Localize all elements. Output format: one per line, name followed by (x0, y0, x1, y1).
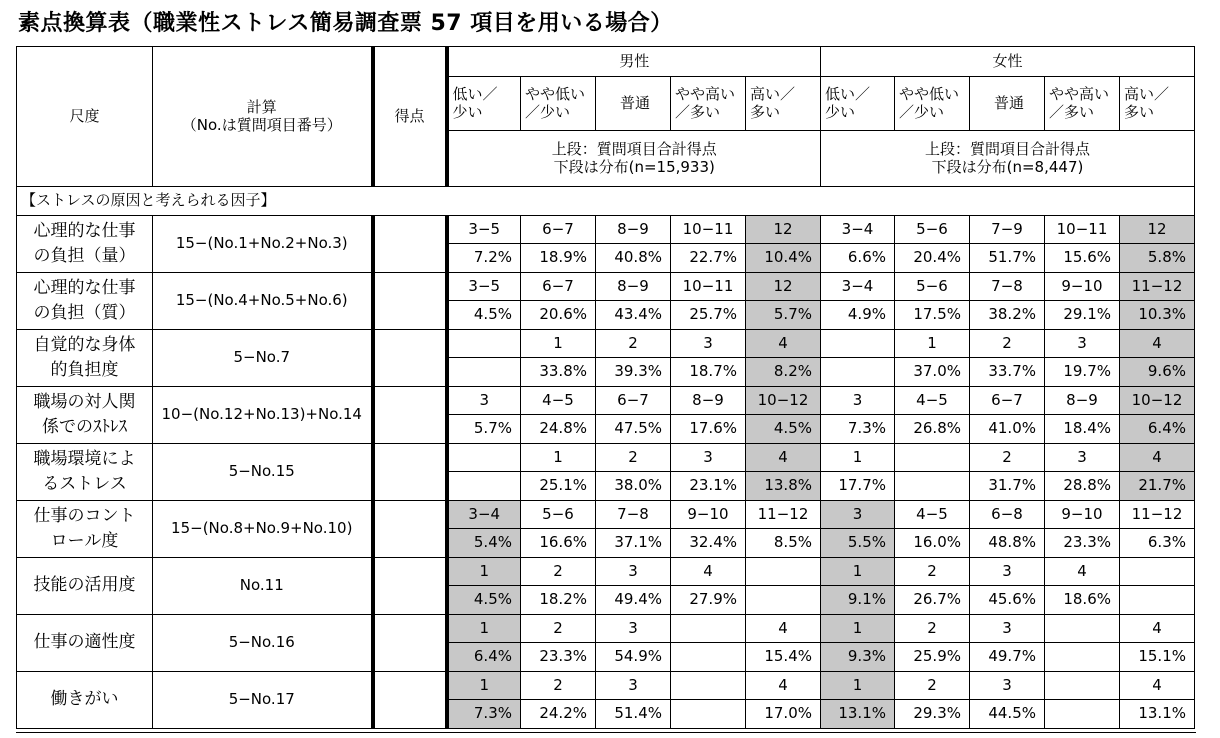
table-row (17, 216, 1195, 244)
male-score-range: 6−7 (521, 216, 596, 244)
male-distribution: 23.1% (671, 472, 746, 501)
male-distribution: 25.7% (671, 301, 746, 330)
next-section-edge (16, 732, 1196, 738)
female-distribution: 38.2% (970, 301, 1045, 330)
male-distribution: 24.8% (521, 415, 596, 444)
score-input-cell[interactable] (373, 558, 447, 615)
male-score-range: 10−11 (671, 273, 746, 301)
calc-formula: 15−(No.1+No.2+No.3) (153, 216, 373, 273)
header-male: 男性 (447, 47, 821, 77)
female-level-line1: 普通 (993, 93, 1024, 112)
male-distribution: 5.4% (447, 529, 521, 558)
scale-name (17, 330, 153, 387)
female-distribution (821, 358, 895, 387)
female-score-range: 11−12 (1120, 501, 1195, 529)
male-score-range: 2 (596, 444, 671, 472)
male-score-range: 4 (746, 615, 821, 643)
female-score-range: 3 (1045, 444, 1120, 472)
male-distribution: 7.3% (447, 700, 521, 729)
male-distribution: 39.3% (596, 358, 671, 387)
male-score-range: 3 (596, 558, 671, 586)
male-distribution: 37.1% (596, 529, 671, 558)
header-female: 女性 (821, 47, 1195, 77)
male-score-range (671, 672, 746, 700)
scale-name (17, 558, 153, 615)
scale-name-line: 係でのｽﾄﾚｽ (42, 417, 127, 437)
female-distribution: 9.1% (821, 586, 895, 615)
score-input-cell[interactable] (373, 672, 447, 729)
female-distribution: 26.7% (895, 586, 970, 615)
male-score-range: 1 (447, 672, 521, 700)
female-note-line2: 下段は分布(n=8,447) (931, 157, 1084, 176)
male-distribution: 18.9% (521, 244, 596, 273)
male-score-range: 2 (521, 672, 596, 700)
header-calc (153, 47, 373, 187)
female-distribution: 6.6% (821, 244, 895, 273)
table-row (17, 387, 1195, 415)
female-distribution: 49.7% (970, 643, 1045, 672)
male-distribution: 38.0% (596, 472, 671, 501)
conversion-table (16, 46, 1195, 729)
scale-name (17, 387, 153, 444)
female-score-range: 3 (821, 501, 895, 529)
female-distribution: 18.6% (1045, 586, 1120, 615)
score-input-cell[interactable] (373, 273, 447, 330)
female-score-range (895, 444, 970, 472)
male-distribution (447, 472, 521, 501)
male-distribution: 4.5% (746, 415, 821, 444)
female-distribution: 51.7% (970, 244, 1045, 273)
female-score-range: 3−4 (821, 216, 895, 244)
male-level-header-2 (596, 77, 671, 131)
female-distribution: 15.6% (1045, 244, 1120, 273)
female-distribution: 13.1% (821, 700, 895, 729)
female-level-header-3 (1045, 77, 1120, 131)
male-score-range: 3−5 (447, 216, 521, 244)
calc-formula: 10−(No.12+No.13)+No.14 (153, 387, 373, 444)
scale-name (17, 672, 153, 729)
female-score-range: 4−5 (895, 501, 970, 529)
scale-name-line: 働きがい (50, 689, 119, 710)
male-score-range: 2 (596, 330, 671, 358)
female-distribution: 41.0% (970, 415, 1045, 444)
male-note-line2: 下段は分布(n=15,933) (553, 157, 715, 176)
female-score-range: 6−7 (970, 387, 1045, 415)
female-score-range (1045, 672, 1120, 700)
scale-name-line: 職場環境によ (33, 448, 136, 469)
male-distribution: 23.3% (521, 643, 596, 672)
female-level-line1: やや低い (899, 85, 960, 104)
female-score-range (1120, 558, 1195, 586)
female-distribution: 29.1% (1045, 301, 1120, 330)
female-score-range: 5−6 (895, 216, 970, 244)
male-score-range (447, 330, 521, 358)
female-level-line1: 低い／ (825, 85, 871, 104)
calc-formula: 15−(No.4+No.5+No.6) (153, 273, 373, 330)
male-distribution: 15.4% (746, 643, 821, 672)
male-distribution: 40.8% (596, 244, 671, 273)
female-distribution: 28.8% (1045, 472, 1120, 501)
male-distribution: 43.4% (596, 301, 671, 330)
male-level-line1: やや高い (675, 85, 736, 104)
male-distribution: 18.7% (671, 358, 746, 387)
male-distribution: 20.6% (521, 301, 596, 330)
table-row (17, 558, 1195, 586)
calc-formula: No.11 (153, 558, 373, 615)
female-score-range: 3 (970, 558, 1045, 586)
table-row (17, 273, 1195, 301)
female-score-range: 2 (895, 558, 970, 586)
male-score-range: 1 (521, 444, 596, 472)
female-score-range: 7−9 (970, 216, 1045, 244)
female-score-range: 2 (970, 330, 1045, 358)
female-score-range (1045, 615, 1120, 643)
header-male-note (447, 131, 821, 187)
female-score-range: 4 (1120, 615, 1195, 643)
female-score-range: 3 (970, 672, 1045, 700)
female-distribution: 33.7% (970, 358, 1045, 387)
female-distribution: 18.4% (1045, 415, 1120, 444)
header-scale: 尺度 (17, 47, 153, 187)
female-level-line1: 高い／ (1124, 85, 1170, 104)
female-distribution: 4.9% (821, 301, 895, 330)
male-score-range: 6−7 (596, 387, 671, 415)
female-level-header-0 (821, 77, 895, 131)
male-level-line2: ／多い (675, 102, 721, 121)
female-score-range: 2 (970, 444, 1045, 472)
male-score-range: 6−7 (521, 273, 596, 301)
male-distribution: 13.8% (746, 472, 821, 501)
male-score-range: 3 (671, 444, 746, 472)
male-score-range: 4 (746, 444, 821, 472)
male-distribution: 32.4% (671, 529, 746, 558)
female-level-line2: 少い (825, 102, 856, 121)
female-distribution: 5.5% (821, 529, 895, 558)
female-distribution (1120, 586, 1195, 615)
female-distribution: 19.7% (1045, 358, 1120, 387)
female-note-line1: 上段：質問項目合計得点 (924, 140, 1090, 159)
score-input-cell[interactable] (373, 330, 447, 387)
female-score-range: 3 (970, 615, 1045, 643)
scale-name-line: るストレス (42, 474, 127, 494)
male-score-range: 4 (746, 672, 821, 700)
female-level-line2: ／少い (899, 102, 945, 121)
female-distribution: 45.6% (970, 586, 1045, 615)
female-distribution: 13.1% (1120, 700, 1195, 729)
header-score: 得点 (373, 47, 447, 187)
scale-name-line: 仕事のコント (33, 505, 136, 526)
female-distribution: 31.7% (970, 472, 1045, 501)
scale-name-line: 技能の活用度 (33, 575, 136, 596)
scale-name (17, 444, 153, 501)
female-distribution: 6.3% (1120, 529, 1195, 558)
female-distribution: 17.7% (821, 472, 895, 501)
female-distribution: 48.8% (970, 529, 1045, 558)
male-score-range: 8−9 (671, 387, 746, 415)
male-score-range: 3−4 (447, 501, 521, 529)
table-row (17, 444, 1195, 472)
female-score-range: 4−5 (895, 387, 970, 415)
female-score-range: 4 (1120, 444, 1195, 472)
female-distribution: 29.3% (895, 700, 970, 729)
male-note-line1: 上段：質問項目合計得点 (551, 140, 717, 159)
male-score-range: 7−8 (596, 501, 671, 529)
male-score-range: 11−12 (746, 501, 821, 529)
male-level-header-4 (746, 77, 821, 131)
male-score-range: 3 (596, 672, 671, 700)
male-distribution: 49.4% (596, 586, 671, 615)
male-distribution: 5.7% (447, 415, 521, 444)
header-calc-line2: （No.は質問項目番号） (181, 115, 342, 134)
score-input-cell[interactable] (373, 387, 447, 444)
female-score-range: 8−9 (1045, 387, 1120, 415)
female-distribution: 23.3% (1045, 529, 1120, 558)
scale-name (17, 216, 153, 273)
scale-name-line: ロール度 (50, 531, 119, 551)
male-distribution: 54.9% (596, 643, 671, 672)
scale-name-line: 心理的な仕事 (33, 220, 136, 241)
male-score-range: 12 (746, 273, 821, 301)
female-distribution: 21.7% (1120, 472, 1195, 501)
calc-formula: 5−No.17 (153, 672, 373, 729)
score-input-cell[interactable] (373, 216, 447, 273)
female-score-range: 1 (821, 558, 895, 586)
calc-formula: 15−(No.8+No.9+No.10) (153, 501, 373, 558)
male-level-line1: 普通 (619, 93, 650, 112)
male-level-header-3 (671, 77, 746, 131)
male-distribution: 22.7% (671, 244, 746, 273)
scale-name-line: 仕事の適性度 (33, 632, 136, 653)
scale-name (17, 501, 153, 558)
female-level-line1: やや高い (1049, 85, 1110, 104)
calc-formula: 5−No.15 (153, 444, 373, 501)
male-distribution: 51.4% (596, 700, 671, 729)
male-distribution: 17.6% (671, 415, 746, 444)
female-level-header-2 (970, 77, 1045, 131)
male-level-line1: 低い／ (452, 85, 498, 104)
section-label: 【ストレスの原因と考えられる因子】 (17, 187, 1195, 216)
table-row (17, 672, 1195, 700)
scale-name-line: 自覚的な身体 (33, 334, 136, 355)
male-distribution (447, 358, 521, 387)
female-distribution: 25.9% (895, 643, 970, 672)
female-distribution: 44.5% (970, 700, 1045, 729)
scale-name (17, 615, 153, 672)
scale-name (17, 273, 153, 330)
male-distribution: 8.5% (746, 529, 821, 558)
female-score-range: 6−8 (970, 501, 1045, 529)
male-score-range: 4 (671, 558, 746, 586)
male-score-range: 3 (447, 387, 521, 415)
male-level-line2: ／少い (525, 102, 571, 121)
female-level-line2: 多い (1124, 102, 1155, 121)
male-distribution: 8.2% (746, 358, 821, 387)
female-score-range: 3 (1045, 330, 1120, 358)
male-distribution (671, 643, 746, 672)
male-distribution: 4.5% (447, 586, 521, 615)
male-distribution: 27.9% (671, 586, 746, 615)
male-distribution: 4.5% (447, 301, 521, 330)
male-score-range: 8−9 (596, 273, 671, 301)
female-distribution: 26.8% (895, 415, 970, 444)
male-level-header-1 (521, 77, 596, 131)
male-score-range: 2 (521, 558, 596, 586)
male-score-range: 1 (447, 558, 521, 586)
male-distribution: 5.7% (746, 301, 821, 330)
female-score-range: 4 (1045, 558, 1120, 586)
scale-name-line: 的負担度 (50, 360, 119, 380)
male-score-range: 4−5 (521, 387, 596, 415)
score-input-cell[interactable] (373, 444, 447, 501)
male-level-line1: やや低い (525, 85, 586, 104)
calc-formula: 5−No.7 (153, 330, 373, 387)
female-score-range: 7−8 (970, 273, 1045, 301)
male-distribution: 47.5% (596, 415, 671, 444)
female-score-range: 1 (821, 615, 895, 643)
table-row (17, 615, 1195, 643)
male-score-range (671, 615, 746, 643)
score-input-cell[interactable] (373, 501, 447, 558)
female-distribution (895, 472, 970, 501)
scale-name-line: 心理的な仕事 (33, 277, 136, 298)
page-title: 素点換算表（職業性ストレス簡易調査票 57 項目を用いる場合） (18, 11, 673, 36)
male-score-range: 8−9 (596, 216, 671, 244)
table-row (17, 330, 1195, 358)
female-distribution (1045, 700, 1120, 729)
male-distribution (746, 586, 821, 615)
male-score-range: 12 (746, 216, 821, 244)
male-score-range: 1 (521, 330, 596, 358)
female-distribution: 5.8% (1120, 244, 1195, 273)
male-level-header-0 (447, 77, 521, 131)
male-distribution: 18.2% (521, 586, 596, 615)
male-distribution (671, 700, 746, 729)
male-score-range: 10−11 (671, 216, 746, 244)
female-distribution: 16.0% (895, 529, 970, 558)
female-distribution: 10.3% (1120, 301, 1195, 330)
female-score-range: 2 (895, 615, 970, 643)
female-level-header-1 (895, 77, 970, 131)
female-distribution: 15.1% (1120, 643, 1195, 672)
calc-formula: 5−No.16 (153, 615, 373, 672)
male-score-range: 10−12 (746, 387, 821, 415)
female-score-range: 3 (821, 387, 895, 415)
male-distribution: 6.4% (447, 643, 521, 672)
male-distribution: 7.2% (447, 244, 521, 273)
female-distribution: 6.4% (1120, 415, 1195, 444)
male-score-range (746, 558, 821, 586)
table-row (17, 501, 1195, 529)
female-score-range: 3−4 (821, 273, 895, 301)
male-score-range: 1 (447, 615, 521, 643)
male-score-range: 2 (521, 615, 596, 643)
male-score-range: 3 (596, 615, 671, 643)
male-distribution: 24.2% (521, 700, 596, 729)
female-level-header-4 (1120, 77, 1195, 131)
male-score-range: 4 (746, 330, 821, 358)
female-score-range: 11−12 (1120, 273, 1195, 301)
header-female-note (821, 131, 1195, 187)
male-score-range: 5−6 (521, 501, 596, 529)
scale-name-line: の負担（質） (33, 303, 136, 323)
scale-name-line: 職場の対人関 (33, 391, 136, 412)
female-score-range: 12 (1120, 216, 1195, 244)
female-score-range: 9−10 (1045, 273, 1120, 301)
female-score-range: 1 (895, 330, 970, 358)
male-level-line2: 少い (452, 102, 483, 121)
male-level-line2: 多い (750, 102, 781, 121)
female-level-line2: ／多い (1049, 102, 1095, 121)
female-score-range: 5−6 (895, 273, 970, 301)
female-score-range: 4 (1120, 330, 1195, 358)
female-distribution: 9.3% (821, 643, 895, 672)
male-level-line1: 高い／ (750, 85, 796, 104)
female-score-range: 4 (1120, 672, 1195, 700)
female-distribution: 9.6% (1120, 358, 1195, 387)
male-distribution: 10.4% (746, 244, 821, 273)
male-distribution: 16.6% (521, 529, 596, 558)
female-distribution: 20.4% (895, 244, 970, 273)
male-score-range: 3−5 (447, 273, 521, 301)
male-distribution: 25.1% (521, 472, 596, 501)
male-score-range: 9−10 (671, 501, 746, 529)
female-distribution (1045, 643, 1120, 672)
female-score-range: 9−10 (1045, 501, 1120, 529)
female-score-range: 1 (821, 672, 895, 700)
female-score-range: 10−11 (1045, 216, 1120, 244)
female-distribution: 17.5% (895, 301, 970, 330)
scale-name-line: の負担（量） (33, 246, 136, 266)
female-score-range (821, 330, 895, 358)
male-score-range: 3 (671, 330, 746, 358)
male-distribution: 33.8% (521, 358, 596, 387)
female-score-range: 1 (821, 444, 895, 472)
female-distribution: 7.3% (821, 415, 895, 444)
female-distribution: 37.0% (895, 358, 970, 387)
female-score-range: 2 (895, 672, 970, 700)
score-input-cell[interactable] (373, 615, 447, 672)
female-score-range: 10−12 (1120, 387, 1195, 415)
male-score-range (447, 444, 521, 472)
male-distribution: 17.0% (746, 700, 821, 729)
header-calc-line1: 計算 (246, 98, 277, 117)
